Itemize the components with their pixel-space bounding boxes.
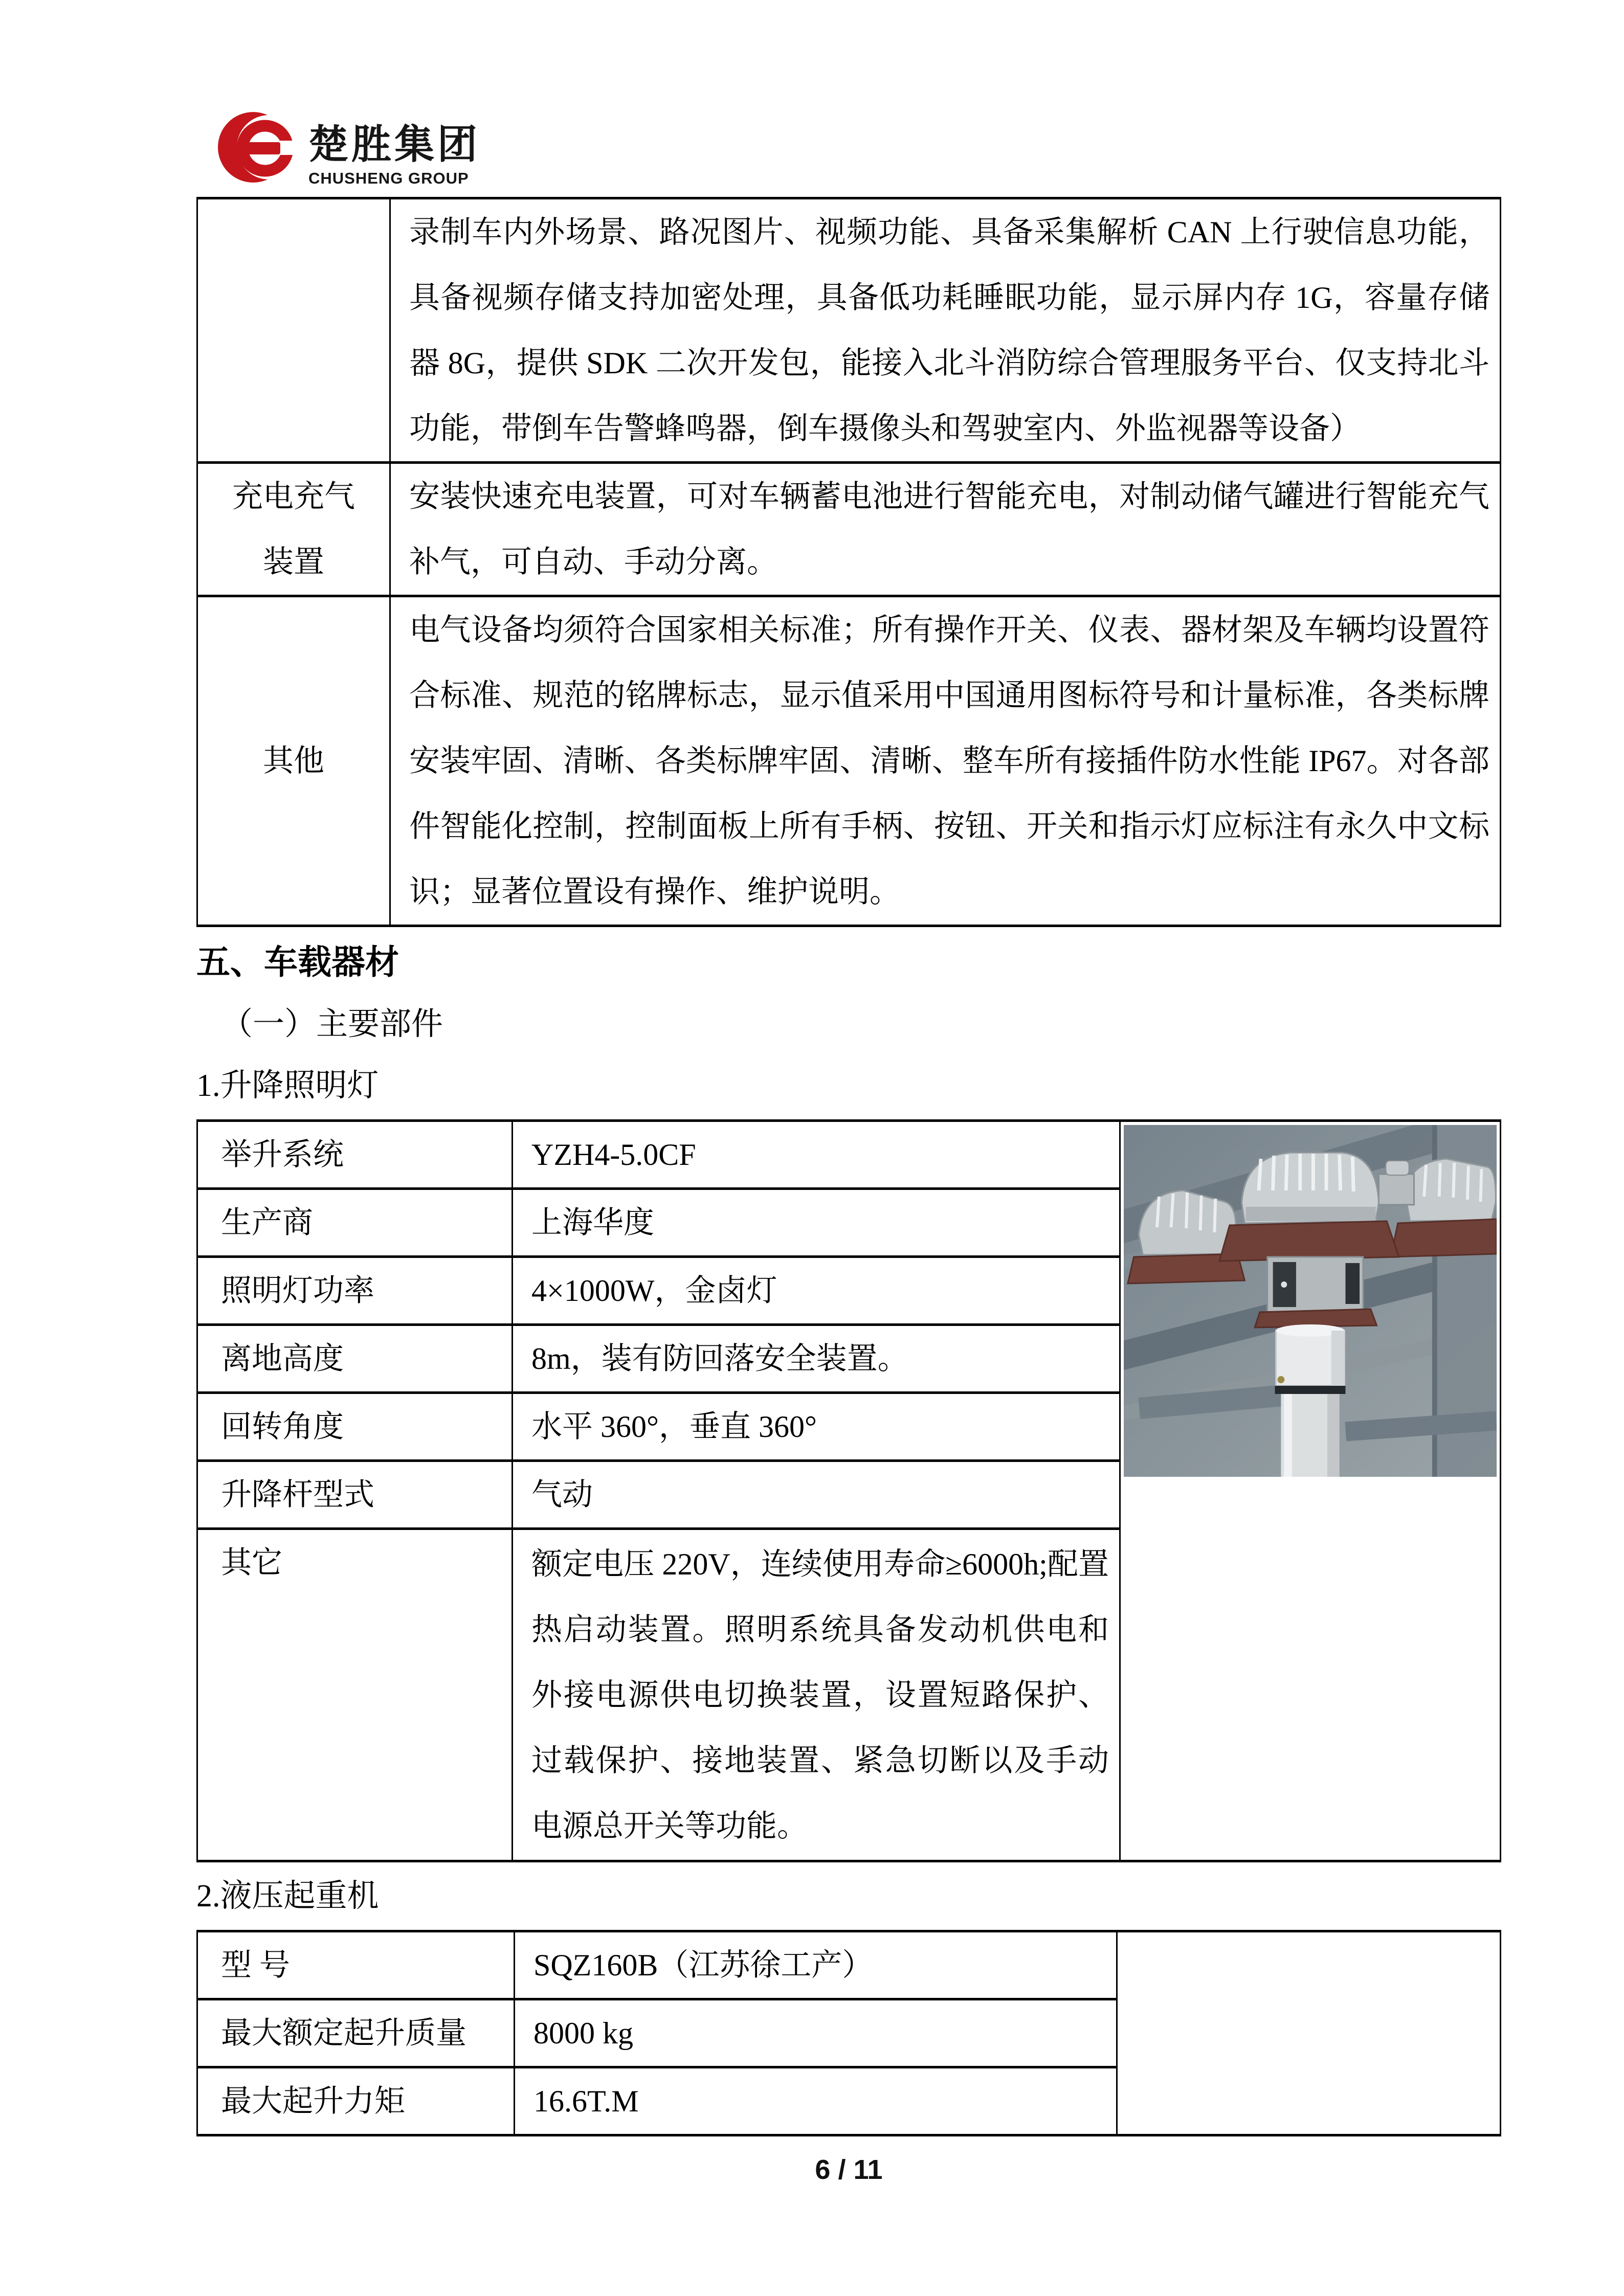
spec-label-cell: 生产商 bbox=[197, 1189, 513, 1257]
spec-value-cell: 水平 360°，垂直 360° bbox=[513, 1393, 1120, 1461]
table-row bbox=[197, 198, 1501, 463]
lamp-motor-box bbox=[1378, 1174, 1414, 1205]
spec-value-cell: 8m，装有防回落安全装置。 bbox=[513, 1325, 1120, 1393]
company-logo bbox=[217, 110, 480, 188]
spec-value-cell: 8000 kg bbox=[515, 1999, 1117, 2067]
company-name-cn: 楚胜集团 bbox=[308, 122, 481, 167]
spec-value-cell: 额定电压 220V，连续使用寿命≥6000h;配置热启动装置。照明系统具备发动机供电和外接电源供电切换装置，设置短路保护、过载保护、接地装置、紧急切断以及手动电源总开关等功能。 bbox=[513, 1529, 1120, 1861]
spec-label-cell: 照明灯功率 bbox=[197, 1257, 513, 1325]
spec-value-cell: 16.6T.M bbox=[515, 2067, 1117, 2135]
page-content bbox=[196, 197, 1501, 2186]
table-row bbox=[197, 596, 1501, 926]
spec-label-cell-empty bbox=[197, 198, 390, 463]
spec-label-line: 充电充气 bbox=[232, 480, 355, 513]
subsection-heading: （一）主要部件 bbox=[221, 1007, 443, 1042]
spec-value-cell: 电气设备均须符合国家相关标准；所有操作开关、仪表、器材架及车辆均设置符合标准、规范的铭牌标志，显示值采用中国通用图标符号和计量标准，各类标牌安装牢固、清晰、各类标牌牢固、清晰、整车所有接插件防水性能 IP67。对各部件智能化控制，控制面板上所有手柄、按钮、开关和指示灯应标注有永久中文标识；显著位置设有操作、维护说明。 bbox=[390, 596, 1501, 926]
table-row bbox=[197, 1931, 1501, 1999]
spec-label-cell: 最大起升力矩 bbox=[197, 2067, 515, 2135]
spec-value-cell: 上海华度 bbox=[513, 1189, 1120, 1257]
spec-label-cell: 型 号 bbox=[197, 1931, 515, 1999]
floodlight-spec-table bbox=[196, 1119, 1501, 1862]
spec-value-cell: 4×1000W，金卤灯 bbox=[513, 1257, 1120, 1325]
table-row bbox=[197, 1121, 1501, 1189]
spec-label-cell: 举升系统 bbox=[197, 1121, 513, 1189]
mast-head-box bbox=[1255, 1257, 1376, 1327]
electrical-spec-table bbox=[196, 197, 1501, 927]
spec-label-line: 装置 bbox=[263, 545, 324, 579]
company-name-en: CHUSHENG GROUP bbox=[308, 169, 469, 187]
item-heading-crane: 2.液压起重机 bbox=[196, 1879, 379, 1914]
spec-label-cell: 回转角度 bbox=[197, 1393, 513, 1461]
item-heading-lighting: 1.升降照明灯 bbox=[196, 1068, 379, 1103]
chusheng-logo-icon bbox=[217, 110, 295, 185]
spec-label-cell: 其他 bbox=[197, 596, 390, 926]
spec-value-cell: 安装快速充电装置，可对车辆蓄电池进行智能充电，对制动储气罐进行智能充气补气，可自动、手动分离。 bbox=[390, 463, 1501, 596]
floodlight-photo bbox=[1124, 1125, 1497, 1477]
spec-value-cell: 气动 bbox=[513, 1461, 1120, 1529]
spec-label-cell: 升降杆型式 bbox=[197, 1461, 513, 1529]
product-photo-cell bbox=[1120, 1121, 1501, 1861]
spec-value-cell: SQZ160B（江苏徐工产） bbox=[515, 1931, 1117, 1999]
page-number: 6 / 11 bbox=[815, 2154, 883, 2185]
empty-photo-cell bbox=[1117, 1931, 1501, 2135]
spec-label-cell: 最大额定起升质量 bbox=[197, 1999, 515, 2067]
spec-value-cell: 录制车内外场景、路况图片、视频功能、具备采集解析 CAN 上行驶信息功能，具备视频存储支持加密处理，具备低功耗睡眠功能，显示屏内存 1G，容量存储器 8G，提供 SDK 二次开发包，能接入北斗消防综合管理服务平台、仅支持北斗功能，带倒车告警蜂鸣器，倒车摄像头和驾驶室内、外监视器等设备） bbox=[390, 198, 1501, 463]
spec-value-cell: YZH4-5.0CF bbox=[513, 1121, 1120, 1189]
spec-label-cell bbox=[197, 463, 390, 596]
spec-label-cell: 其它 bbox=[197, 1529, 513, 1861]
telescopic-mast bbox=[1275, 1324, 1346, 1477]
table-row bbox=[197, 463, 1501, 596]
spec-label-cell: 离地高度 bbox=[197, 1325, 513, 1393]
section-heading: 五、车载器材 bbox=[196, 944, 399, 981]
logo-text bbox=[308, 110, 480, 188]
crane-spec-table bbox=[196, 1930, 1501, 2136]
